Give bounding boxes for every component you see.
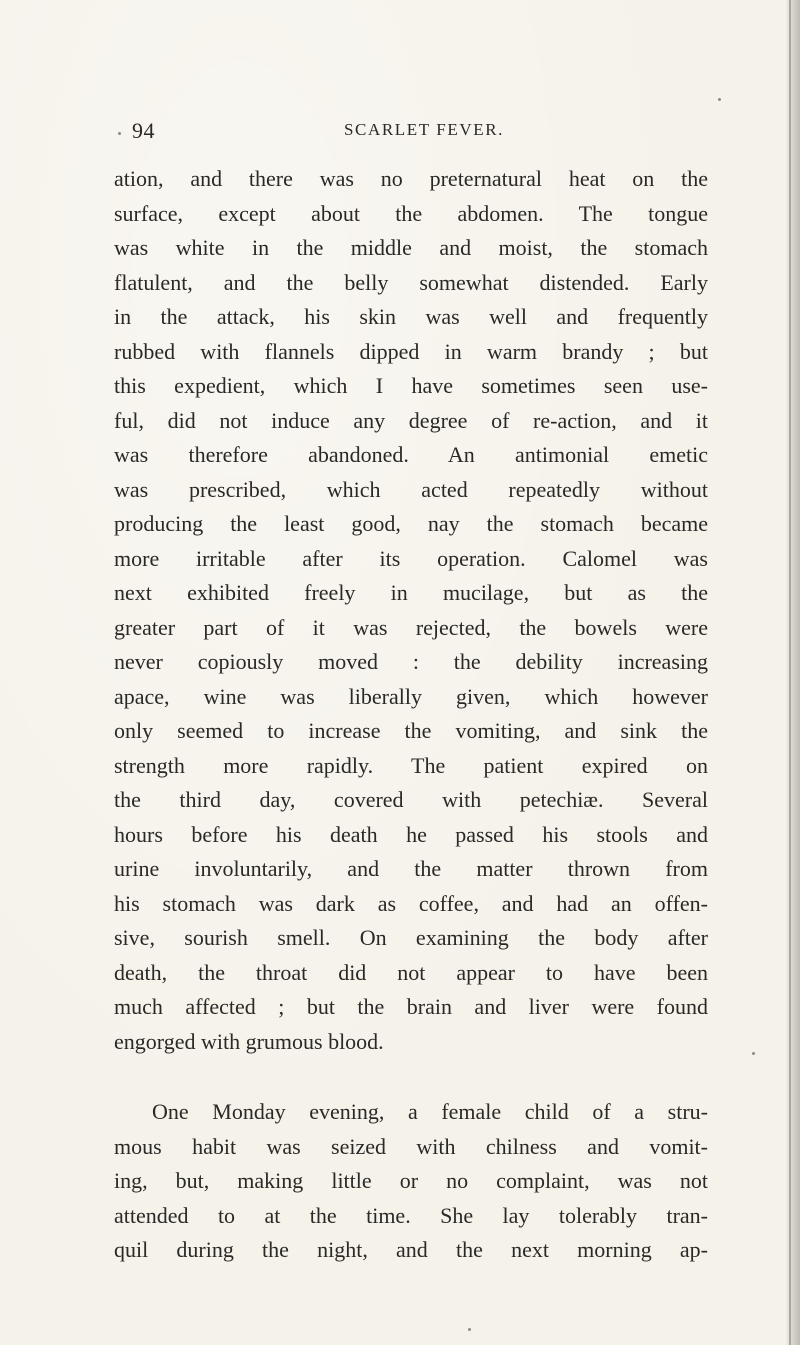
page-edge-line bbox=[789, 0, 791, 1345]
paper-speck bbox=[468, 1328, 471, 1331]
text-line: flatulent, and the belly somewhat distended. Early bbox=[114, 269, 708, 295]
paragraph-spacer bbox=[114, 1059, 708, 1095]
text-line: the third day, covered with petechiæ. Several bbox=[114, 787, 708, 812]
text-line: sive, sourish smell. On examining the body after bbox=[114, 925, 708, 950]
text-line: attended to at the time. She lay tolerably tran- bbox=[114, 1202, 708, 1228]
text-line: death, the throat did not appear to have been bbox=[114, 959, 708, 985]
paper-speck bbox=[118, 132, 121, 135]
text-line: producing the least good, nay the stomach became bbox=[114, 511, 708, 536]
text-line: rubbed with flannels dipped in warm brandy ; but bbox=[114, 338, 708, 364]
text-line: was therefore abandoned. An antimonial emetic bbox=[114, 442, 708, 467]
text-line: was prescribed, which acted repeatedly without bbox=[114, 476, 708, 502]
text-line: was white in the middle and moist, the stomach bbox=[114, 235, 708, 260]
paper-speck bbox=[718, 98, 721, 101]
text-line: more irritable after its operation. Calomel was bbox=[114, 545, 708, 571]
page-number: 94 bbox=[132, 118, 155, 143]
text-line: urine involuntarily, and the matter thrown from bbox=[114, 856, 708, 881]
text-line: ing, but, making little or no complaint, was not bbox=[114, 1168, 708, 1193]
text-line: apace, wine was liberally given, which however bbox=[114, 683, 708, 709]
text-line: in the attack, his skin was well and frequently bbox=[114, 304, 708, 329]
text-line: never copiously moved : the debility increasing bbox=[114, 649, 708, 674]
paragraph-1 bbox=[114, 162, 708, 1059]
paragraph-2 bbox=[114, 1095, 708, 1268]
running-head: SCARLET FEVER. bbox=[344, 120, 504, 139]
text-line: this expedient, which I have sometimes seen use- bbox=[114, 373, 708, 398]
text-line: next exhibited freely in mucilage, but as the bbox=[114, 580, 708, 605]
text-line: quil during the night, and the next morning ap- bbox=[114, 1237, 708, 1262]
text-line: only seemed to increase the vomiting, and sink the bbox=[114, 718, 708, 743]
text-line: much affected ; but the brain and liver were found bbox=[114, 994, 708, 1019]
text-line: surface, except about the abdomen. The tongue bbox=[114, 200, 708, 226]
body-text bbox=[114, 162, 708, 1268]
text-line: his stomach was dark as coffee, and had an offen- bbox=[114, 890, 708, 916]
text-line: greater part of it was rejected, the bowels were bbox=[114, 614, 708, 640]
text-line: hours before his death he passed his stools and bbox=[114, 821, 708, 847]
text-line: strength more rapidly. The patient expired on bbox=[114, 752, 708, 778]
text-line: engorged with grumous blood. bbox=[114, 1028, 384, 1054]
paper-speck bbox=[752, 1052, 755, 1055]
text-line: mous habit was seized with chilness and vomit- bbox=[114, 1133, 708, 1159]
text-line: ation, and there was no preternatural heat on the bbox=[114, 166, 708, 191]
text-line: One Monday evening, a female child of a stru- bbox=[152, 1099, 708, 1124]
text-line: ful, did not induce any degree of re-action, and it bbox=[114, 407, 708, 433]
page-header bbox=[132, 118, 732, 148]
